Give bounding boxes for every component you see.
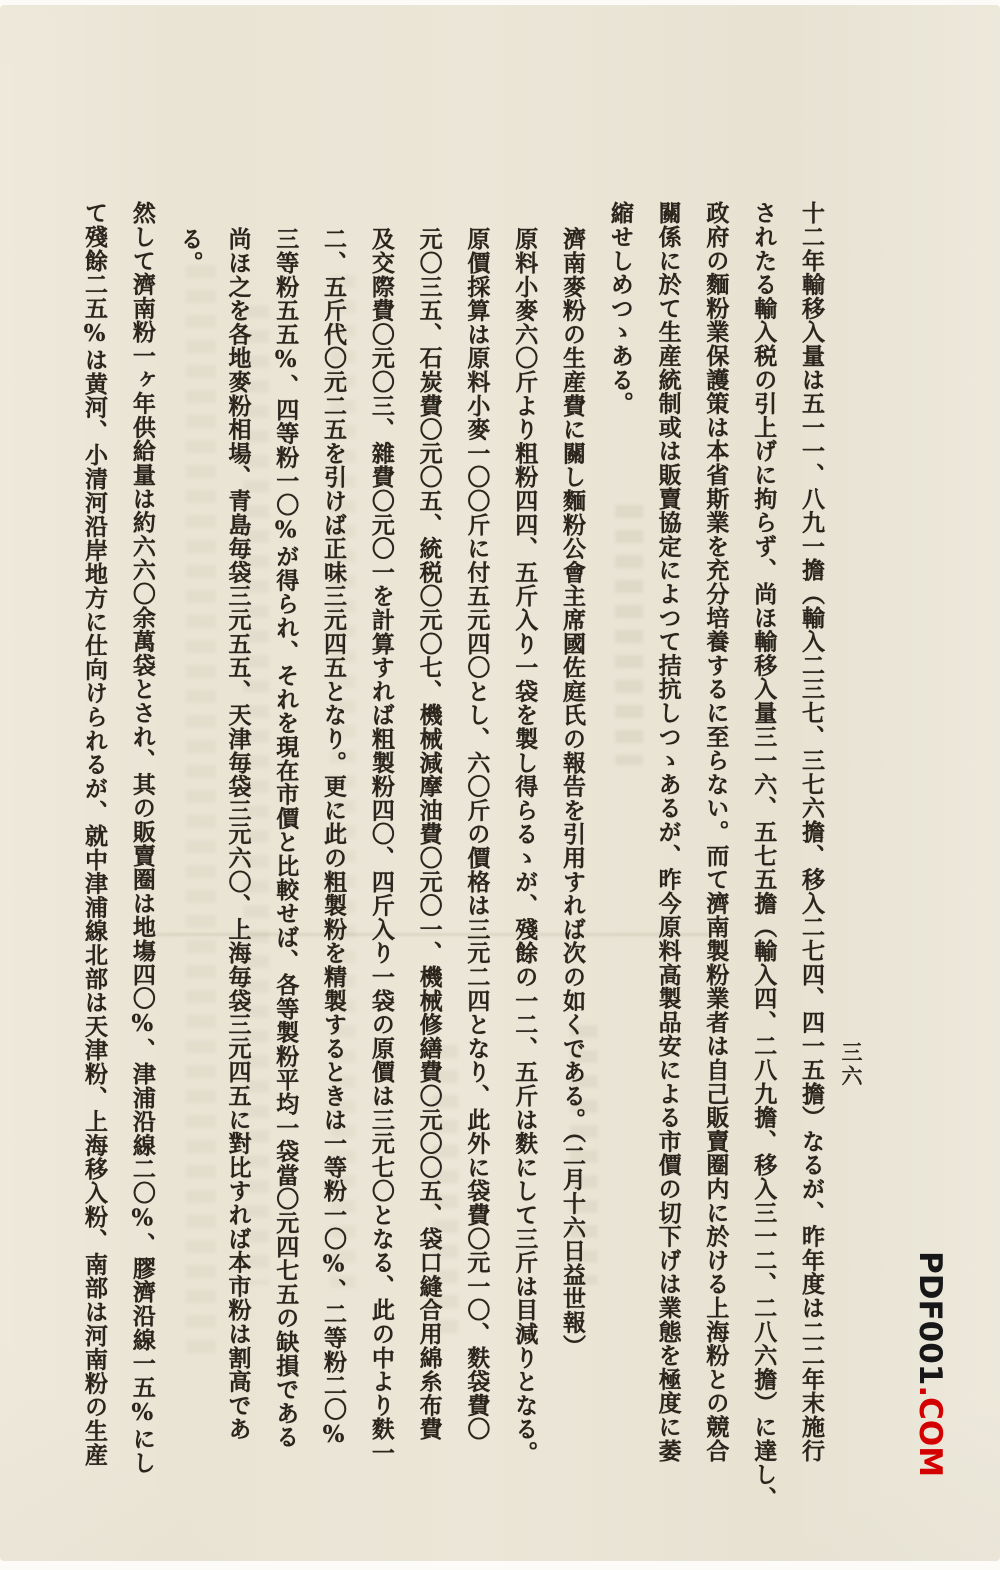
watermark	[912, 1251, 948, 1477]
text-column-15: 然して濟南粉一ヶ年供給量は約六六〇余萬袋とされ、其の販賣圈は地塲四〇%、津浦沿線二〇%、膠濟沿線一五%にし	[128, 201, 156, 1475]
text-column-9: 元〇三五、石炭費〇元〇五、統税〇元〇七、機械減摩油費〇元〇一、機械修繕費〇元〇〇五、袋口縫合用綿糸布費	[415, 227, 443, 1441]
paper-background	[0, 5, 1000, 1561]
text-column-3: 政府の麵粉業保護策は本省斯業を充分培養するに至らない。而て濟南製粉業者は自己販賣圈内に於ける上海粉との競合	[702, 201, 730, 1463]
text-column-10: 及交際費〇元〇三、雜費〇元〇一を計算すれば粗製粉四〇、四斤入り一袋の原價は三元七〇となる、此の中より麩一	[367, 227, 395, 1465]
text-column-13: 尚ほ之を各地麥粉相場、青島毎袋三元五五、天津毎袋三元六〇、上海毎袋三元四五に對比すれば本市粉は割高であ	[224, 227, 252, 1441]
watermark-red-text: .COM	[912, 1385, 948, 1478]
text-column-1: 十二年輸移入量は五一一、八九一擔（輸入二三七、三七六擔、移入二七四、四一五擔）なるが、昨年度は二二年末施行	[798, 201, 825, 1463]
text-column-4: 關係に於て生産統制或は販賣協定によつて拮抗しつゝあるが、昨今原料高製品安による市價の切下げは業態を極度に萎	[654, 201, 682, 1463]
page-number: 三六	[839, 1041, 864, 1089]
text-column-7: 原料小麥六〇斤より粗粉四四、五斤入り一袋を製し得らるゝが、殘餘の一二、五斤は麩にして三斤は目減りとなる。	[511, 227, 539, 1465]
text-column-5: 縮せしめつゝある。	[606, 201, 634, 416]
text-column-6: 濟南麥粉の生産費に關し麵粉公會主席國佐庭氏の報告を引用すれば次の如くである。（二月十六日益世報）	[559, 227, 587, 1358]
watermark-black-text: PDF001	[912, 1251, 948, 1386]
text-column-12: 三等粉五五%、四等粉一〇%が得られ、それを現在市價と比較せば、各等製粉平均一袋當〇元四七五の缺損である	[272, 227, 300, 1449]
body-text-block	[70, 201, 835, 1510]
text-column-2: されたる輸入税の引上げに拘らず、尚ほ輸移入量三一六、五七五擔（輸入四、二八九擔、移入三一二、二八六擔）に達し、	[750, 201, 778, 1510]
text-column-8: 原價採算は原料小麥一〇〇斤に付五元四〇とし、六〇斤の價格は三元二四となり、此外に袋費〇元一〇、麩袋費〇	[463, 227, 491, 1441]
text-column-14: る。	[176, 227, 204, 275]
text-column-11: 二、五斤代〇元二五を引けば正味三元四五となり。更に此の粗製粉を精製するときは一等粉一〇%、二等粉二〇%	[320, 227, 348, 1449]
text-column-16: て殘餘二五%は黄河、小清河沿岸地方に仕向けられるが、就中津浦線北部は天津粉、上海移入粉、南部は河南粉の生産	[81, 201, 109, 1467]
